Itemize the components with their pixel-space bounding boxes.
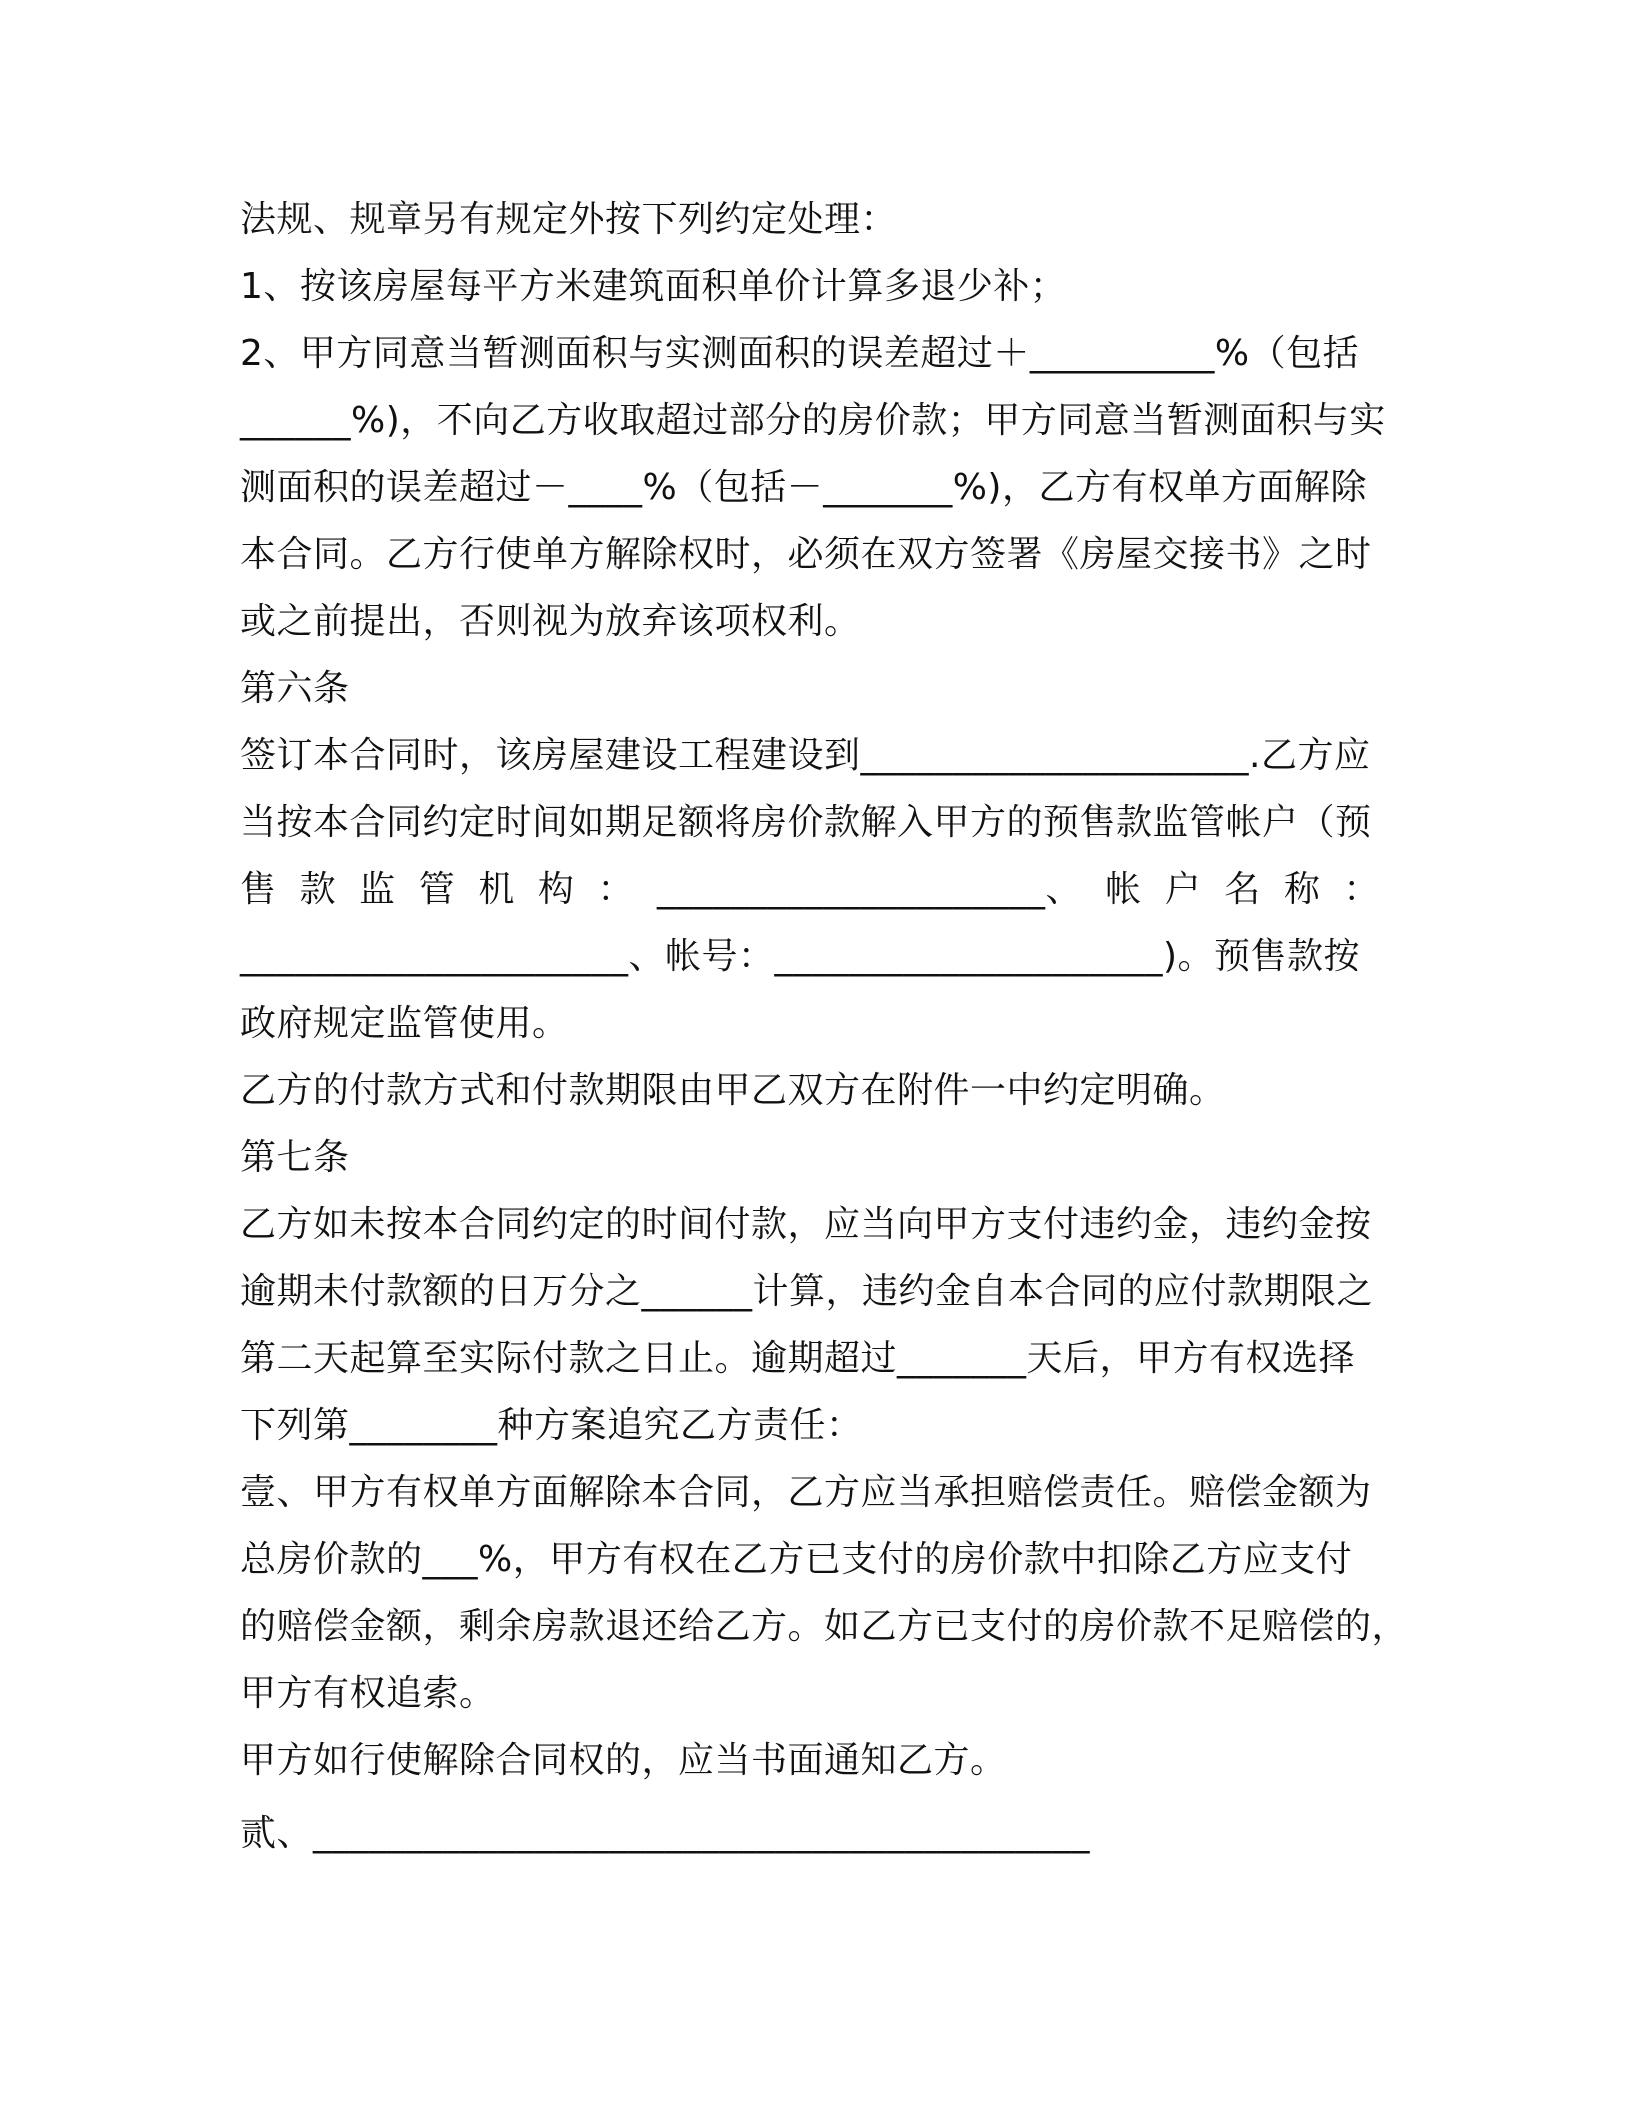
text-line: 逾期未付款额的日万分之______计算，违约金自本合同的应付款期限之 [240,1271,1374,1312]
article-six-heading: 第六条 [240,668,350,709]
text-line: 本合同。乙方行使单方解除权时，必须在双方签署《房屋交接书》之时 [240,534,1372,575]
text-segment: 监 [359,869,396,910]
text-segment: 名 [1224,869,1261,910]
text-segment: ： [597,869,634,910]
text-line: 总房价款的___%，甲方有权在乙方已支付的房价款中扣除乙方应支付 [240,1539,1353,1580]
article-seven-heading: 第七条 [240,1137,350,1178]
text-line: 下列第________种方案追究乙方责任： [240,1405,863,1446]
text-line: 乙方如未按本合同约定的时间付款，应当向甲方支付违约金，违约金按 [240,1204,1372,1245]
text-line: 或之前提出，否则视为放弃该项权利。 [240,601,861,642]
text-line: 甲方如行使解除合同权的，应当书面通知乙方。 [240,1740,1007,1781]
justified-text-line [240,856,1380,923]
text-segment: _____________________、 [657,869,1083,910]
text-line: _____________________、帐号：_____________________)。预售款按 [240,936,1361,977]
text-line: 签订本合同时，该房屋建设工程建设到_____________________.乙方应 [240,735,1371,776]
contract-page [240,186,1409,1867]
text-line: 法规、规章另有规定外按下列约定处理： [240,199,898,240]
text-segment: 管 [418,869,456,910]
text-line: 2、甲方同意当暂测面积与实测面积的误差超过＋__________%（包括 [240,333,1360,374]
text-segment: 机 [478,869,515,910]
text-segment: 户 [1164,869,1202,910]
text-segment: 售 [240,869,277,910]
text-segment: ： [1343,869,1380,910]
text-line: 政府规定监管使用。 [240,1003,569,1044]
text-segment: 款 [299,869,337,910]
text-line: 乙方的付款方式和付款期限由甲乙双方在附件一中约定明确。 [240,1070,1226,1111]
text-line: 甲方有权追索。 [240,1673,496,1714]
text-line: 贰、__________________________________________ [240,1813,1090,1854]
text-line: 测面积的误差超过－____%（包括－_______%)，乙方有权单方面解除 [240,467,1367,508]
text-line: 1、按该房屋每平方米建筑面积单价计算多退少补； [240,266,1067,307]
text-segment: 称 [1283,869,1321,910]
text-line: 壹、甲方有权单方面解除本合同，乙方应当承担赔偿责任。赔偿金额为 [240,1472,1372,1513]
text-line: ______%)，不向乙方收取超过部分的房价款；甲方同意当暂测面积与实 [240,400,1386,441]
text-line: 当按本合同约定时间如期足额将房价款解入甲方的预售款监管帐户（预 [240,802,1372,843]
text-segment: 帐 [1105,869,1142,910]
text-line: 第二天起算至实际付款之日止。逾期超过_______天后，甲方有权选择 [240,1338,1356,1379]
text-segment: 构 [537,869,575,910]
text-line: 的赔偿金额，剩余房款退还给乙方。如乙方已支付的房价款不足赔偿的， [240,1606,1409,1647]
